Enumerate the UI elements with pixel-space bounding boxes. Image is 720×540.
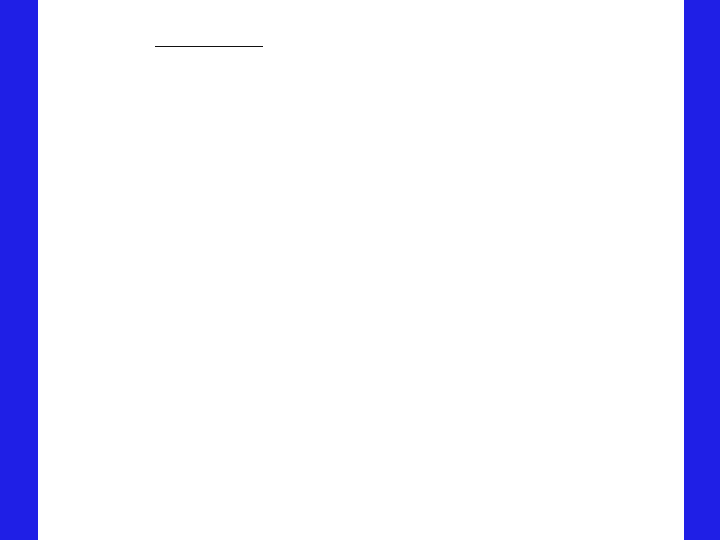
report-sheet [38, 0, 684, 540]
tested-by-line [155, 46, 263, 47]
flow-volume-plot [358, 272, 648, 540]
volume-time-plot [358, 0, 658, 260]
